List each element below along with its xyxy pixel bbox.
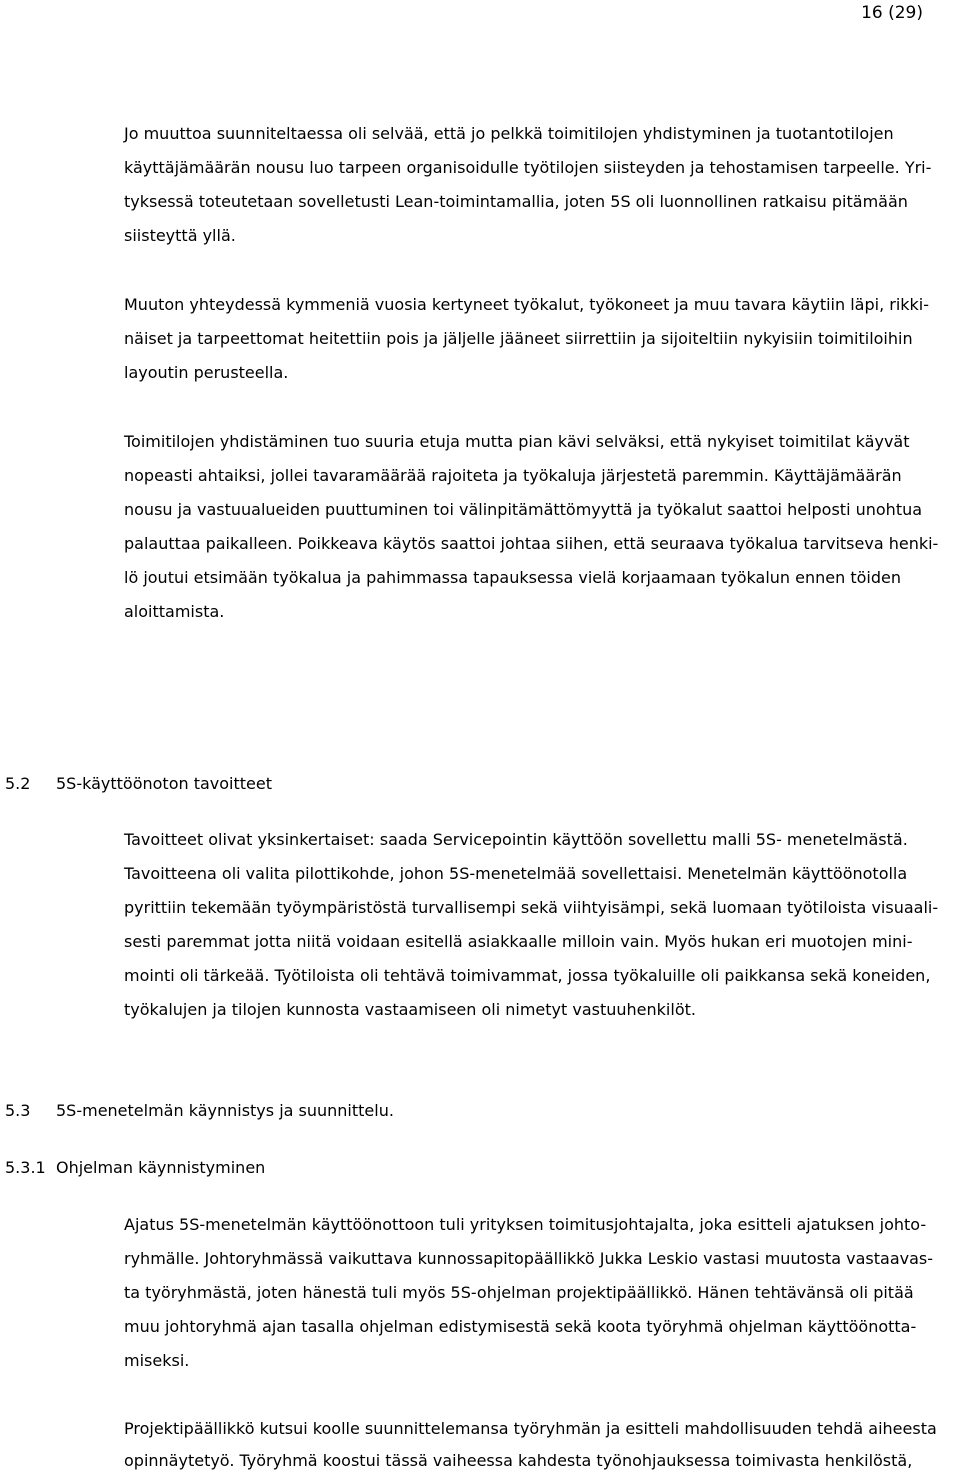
text-line: layoutin perusteella.: [124, 363, 289, 382]
section-number: 5.3.1: [5, 1158, 46, 1177]
text-line: ta työryhmästä, joten hänestä tuli myös 5S-ohjelman projektipäällikkö. Hänen tehtävänsä oli pitää: [124, 1283, 914, 1302]
text-line: Toimitilojen yhdistäminen tuo suuria etuja mutta pian kävi selväksi, että nykyiset toimitilat käyvät: [124, 432, 910, 451]
text-line: palauttaa paikalleen. Poikkeava käytös saattoi johtaa siihen, että seuraava työkalua tarvitseva henki-: [124, 534, 939, 553]
text-line: tyksessä toteutetaan sovelletusti Lean-toimintamallia, joten 5S oli luonnollinen ratkaisu pitämään: [124, 192, 908, 211]
text-line: näiset ja tarpeettomat heitettiin pois ja jäljelle jääneet siirrettiin ja sijoiteltiin nykyisiin toimitiloihin: [124, 329, 913, 348]
section-number: 5.3: [5, 1101, 31, 1120]
text-line: Ajatus 5S-menetelmän käyttöönottoon tuli yrityksen toimitusjohtajalta, joka esitteli ajatuksen johto-: [124, 1215, 927, 1234]
text-line: Tavoitteena oli valita pilottikohde, johon 5S-menetelmää sovellettaisi. Menetelmän käyttöönotolla: [124, 864, 908, 883]
text-line: lö joutui etsimään työkalua ja pahimmassa tapauksessa vielä korjaamaan työkalun ennen töiden: [124, 568, 901, 587]
section-title: 5S-menetelmän käynnistys ja suunnittelu.: [56, 1101, 394, 1120]
text-line: sesti paremmat jotta niitä voidaan esitellä asiakkaalle milloin vain. Myös hukan eri muotojen mini-: [124, 932, 913, 951]
text-line: Tavoitteet olivat yksinkertaiset: saada Servicepointin käyttöön sovellettu malli 5S- menetelmästä.: [124, 830, 908, 849]
text-line: nousu ja vastuualueiden puuttuminen toi välinpitämättömyyttä ja työkalut saattoi helposti unohtua: [124, 500, 923, 519]
page-number: 16 (29): [861, 3, 923, 23]
section-title: 5S-käyttöönoton tavoitteet: [56, 774, 272, 793]
text-line: opinnäytetyö. Työryhmä koostui tässä vaiheessa kahdesta työnohjauksessa toimivasta henkilöstä,: [124, 1451, 913, 1470]
text-line: pyrittiin tekemään työympäristöstä turvallisempi sekä viihtyisämpi, sekä luomaan työtiloista visuaali-: [124, 898, 939, 917]
text-line: Muuton yhteydessä kymmeniä vuosia kertyneet työkalut, työkoneet ja muu tavara käytiin läpi, rikki-: [124, 295, 930, 314]
section-title: Ohjelman käynnistyminen: [56, 1158, 266, 1177]
text-line: Jo muuttoa suunniteltaessa oli selvää, että jo pelkkä toimitilojen yhdistyminen ja tuotantotilojen: [124, 124, 894, 143]
text-line: käyttäjämäärän nousu luo tarpeen organisoidulle työtilojen siisteyden ja tehostamisen tarpeelle. Yri-: [124, 158, 932, 177]
text-line: siisteyttä yllä.: [124, 226, 236, 245]
text-line: miseksi.: [124, 1351, 190, 1370]
text-line: Projektipäällikkö kutsui koolle suunnittelemansa työryhmän ja esitteli mahdollisuuden tehdä aiheesta: [124, 1419, 937, 1438]
text-line: muu johtoryhmä ajan tasalla ohjelman edistymisestä sekä koota työryhmä ohjelman käyttöönotta-: [124, 1317, 917, 1336]
text-line: mointi oli tärkeää. Työtiloista oli tehtävä toimivammat, jossa työkaluille oli paikkansa sekä koneiden,: [124, 966, 931, 985]
text-line: ryhmälle. Johtoryhmässä vaikuttava kunnossapitopäällikkö Jukka Leskio vastasi muutosta vastaavas-: [124, 1249, 933, 1268]
section-number: 5.2: [5, 774, 31, 793]
text-line: nopeasti ahtaiksi, jollei tavaramäärää rajoiteta ja työkaluja järjestetä paremmin. Käyttäjämäärän: [124, 466, 902, 485]
text-line: aloittamista.: [124, 602, 225, 621]
text-line: työkalujen ja tilojen kunnosta vastaamiseen oli nimetyt vastuuhenkilöt.: [124, 1000, 696, 1019]
